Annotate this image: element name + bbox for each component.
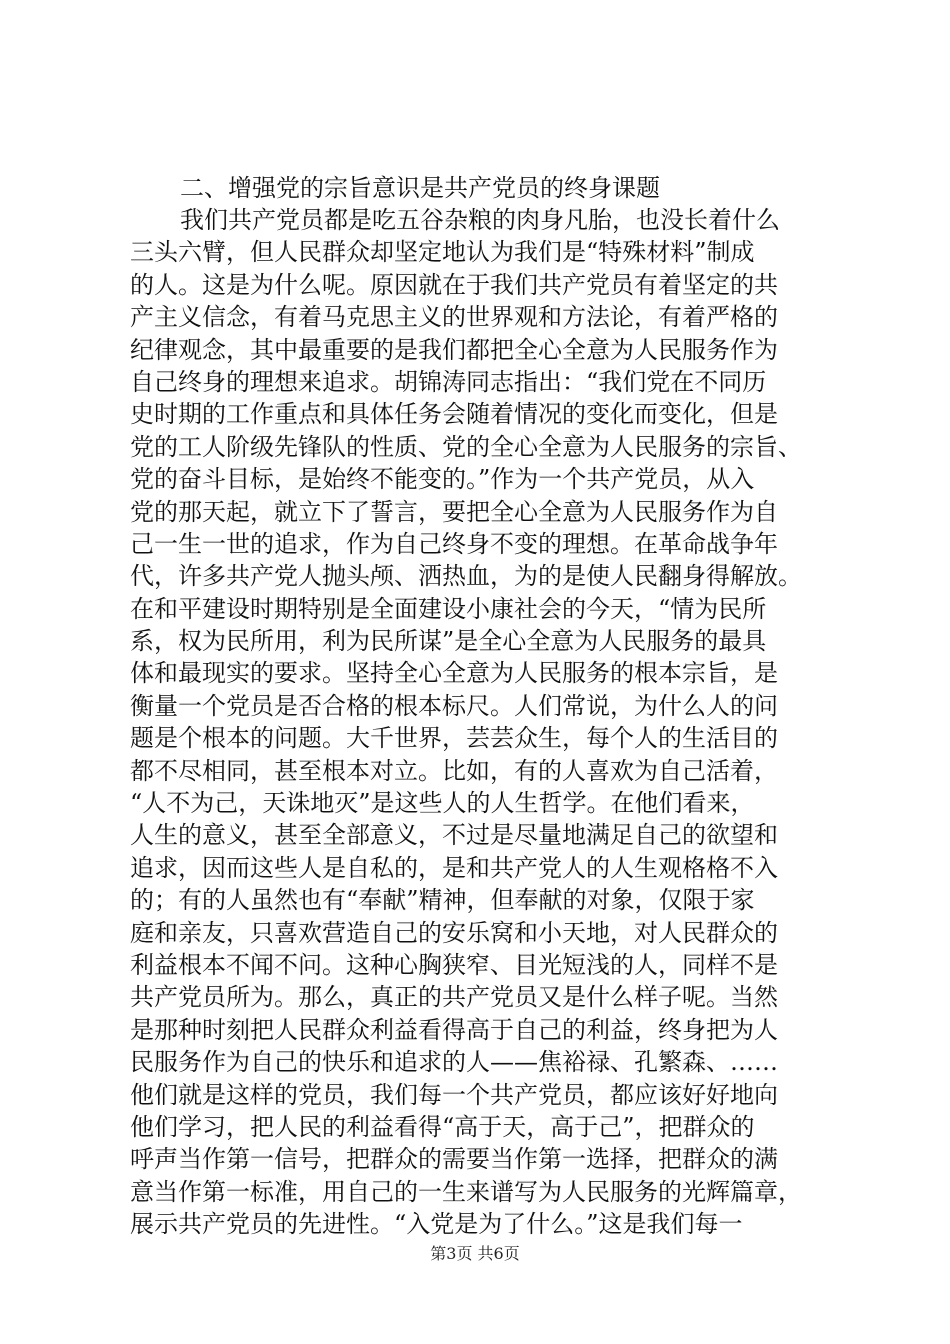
text-line: 共产党员所为。那么，真正的共产党员又是什么样子呢。当然 <box>130 983 778 1012</box>
text-line: 人生的意义，甚至全部意义，不过是尽量地满足自己的欲望和 <box>130 821 778 850</box>
text-line: 庭和亲友，只喜欢营造自己的安乐窝和小天地，对人民群众的 <box>130 918 778 947</box>
text-line: 党的奋斗目标，是始终不能变的。”作为一个共产党员，从入 <box>130 465 755 494</box>
text-line: 是那种时刻把人民群众利益看得高于自己的利益，终身把为人 <box>130 1015 778 1044</box>
text-line: 他们就是这样的党员，我们每一个共产党员，都应该好好地向 <box>130 1080 778 1109</box>
text-line: 民服务作为自己的快乐和追求的人——焦裕禄、孔繁森、…… <box>130 1048 778 1077</box>
page-number-footer: 第3页 共6页 <box>430 1244 520 1263</box>
text-line: 展示共产党员的先进性。“入党是为了什么。”这是我们每一 <box>130 1210 743 1239</box>
text-line: 自己终身的理想来追求。胡锦涛同志指出：“我们党在不同历 <box>130 367 767 396</box>
body-paragraph <box>130 204 830 1241</box>
text-line: 追求，因而这些人是自私的，是和共产党人的人生观格格不入 <box>130 853 778 882</box>
text-line: 我们共产党员都是吃五谷杂粮的肉身凡胎，也没长着什么 <box>180 206 780 234</box>
text-line: 在和平建设时期特别是全面建设小康社会的今天，“情为民所 <box>130 594 767 623</box>
text-line: 党的那天起，就立下了誓言，要把全心全意为人民服务作为自 <box>130 497 778 526</box>
text-line: 利益根本不闻不问。这种心胸狭窄、目光短浅的人，同样不是 <box>130 950 778 979</box>
text-line: 系，权为民所用，利为民所谋”是全心全意为人民服务的最具 <box>130 627 767 656</box>
section-heading: 二、增强党的宗旨意识是共产党员的终身课题 <box>180 174 660 202</box>
text-line: 的人。这是为什么呢。原因就在于我们共产党员有着坚定的共 <box>130 270 778 299</box>
text-line: 产主义信念，有着马克思主义的世界观和方法论，有着严格的 <box>130 303 778 332</box>
text-line: 都不尽相同，甚至根本对立。比如，有的人喜欢为自己活着， <box>130 756 778 785</box>
text-line: 他们学习，把人民的利益看得“高于天，高于己”，把群众的 <box>130 1112 755 1141</box>
text-line: 意当作第一标准，用自己的一生来谱写为人民服务的光辉篇章， <box>130 1177 802 1206</box>
text-line: 题是个根本的问题。大千世界，芸芸众生，每个人的生活目的 <box>130 724 778 753</box>
text-line: 纪律观念，其中最重要的是我们都把全心全意为人民服务作为 <box>130 335 778 364</box>
text-line: 呼声当作第一信号，把群众的需要当作第一选择，把群众的满 <box>130 1145 778 1174</box>
text-line: 体和最现实的要求。坚持全心全意为人民服务的根本宗旨，是 <box>130 659 778 688</box>
text-line: 代，许多共产党人抛头颅、洒热血，为的是使人民翻身得解放。 <box>130 562 802 591</box>
text-line: 己一生一世的追求，作为自己终身不变的理想。在革命战争年 <box>130 529 778 558</box>
text-line: 史时期的工作重点和具体任务会随着情况的变化而变化，但是 <box>130 400 778 429</box>
text-line: 的；有的人虽然也有“奉献”精神，但奉献的对象，仅限于家 <box>130 886 755 915</box>
text-line: 党的工人阶级先锋队的性质、党的全心全意为人民服务的宗旨、 <box>130 432 802 461</box>
text-line: 三头六臂，但人民群众却坚定地认为我们是“特殊材料”制成 <box>130 238 755 267</box>
text-line: “人不为己，天诛地灭”是这些人的人生哲学。在他们看来， <box>130 789 755 818</box>
text-line: 衡量一个党员是否合格的根本标尺。人们常说，为什么人的问 <box>130 691 778 720</box>
